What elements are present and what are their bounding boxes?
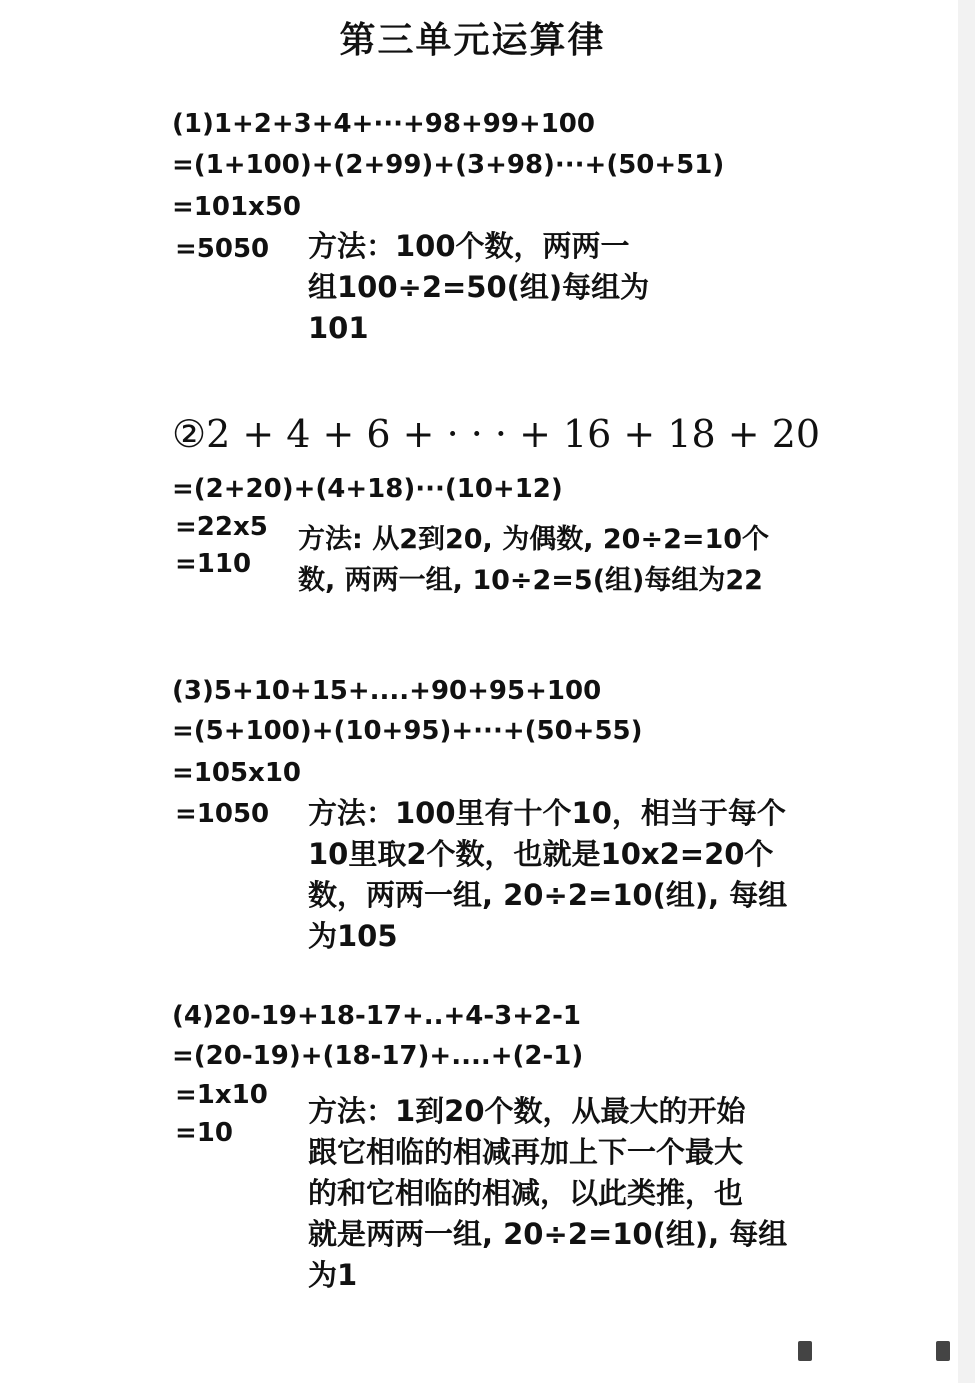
p1-method <box>308 226 688 349</box>
p4-method-line: 方法：1到20个数，从最大的开始 <box>308 1094 746 1128</box>
p2-line: =(2+20)+(4+18)···(10+12) <box>172 474 563 504</box>
p2-method-line: 方法: 从2到20, 为偶数, 20÷2=10个 <box>298 524 770 555</box>
scroll-handle-icon[interactable] <box>798 1341 812 1361</box>
p1-line: =101x50 <box>172 192 302 222</box>
p3-line: =1050 <box>175 799 270 829</box>
p2-method-line: 数, 两两一组, 10÷2=5(组)每组为22 <box>298 565 763 596</box>
p1-method-line: 101 <box>308 311 369 345</box>
p4-line: (4)20-19+18-17+..+4-3+2-1 <box>172 1001 582 1031</box>
p3-line: =105x10 <box>172 758 302 788</box>
p2-expression: ②2 + 4 + 6 + · · · + 16 + 18 + 20 <box>172 412 821 456</box>
p4-method-line: 跟它相临的相减再加上下一个最大 <box>308 1135 744 1169</box>
p4-method <box>308 1091 828 1296</box>
p3-method-line: 数，两两一组, 20÷2=10(组), 每组 <box>308 878 788 912</box>
p3-method-line: 10里取2个数，也就是10x2=20个 <box>308 837 774 871</box>
p1-line: =(1+100)+(2+99)+(3+98)···+(50+51) <box>172 150 725 180</box>
p4-method-line: 的和它相临的相减，以此类推，也 <box>308 1176 744 1210</box>
p1-method-line: 方法：100个数，两两一 <box>308 229 630 263</box>
p3-method-line: 方法：100里有十个10，相当于每个 <box>308 796 786 830</box>
p4-method-line: 为1 <box>308 1258 358 1292</box>
p2-method <box>298 519 818 601</box>
p1-line: =5050 <box>175 234 270 264</box>
p2-line: =22x5 <box>175 512 268 542</box>
p1-line: (1)1+2+3+4+···+98+99+100 <box>172 109 595 139</box>
p3-method-line: 为105 <box>308 919 398 953</box>
p4-line: =10 <box>175 1118 233 1148</box>
p3-line: =(5+100)+(10+95)+···+(50+55) <box>172 716 643 746</box>
scroll-handle-icon[interactable] <box>936 1341 950 1361</box>
p4-line: =1x10 <box>175 1080 268 1110</box>
p1-method-line: 组100÷2=50(组)每组为 <box>308 270 650 304</box>
page-title: 第三单元运算律 <box>339 20 606 61</box>
p3-line: (3)5+10+15+....+90+95+100 <box>172 676 602 706</box>
p4-line: =(20-19)+(18-17)+....+(2-1) <box>172 1041 584 1071</box>
p3-method <box>308 793 828 957</box>
p2-line: =110 <box>175 549 252 579</box>
p4-method-line: 就是两两一组, 20÷2=10(组), 每组 <box>308 1217 788 1251</box>
